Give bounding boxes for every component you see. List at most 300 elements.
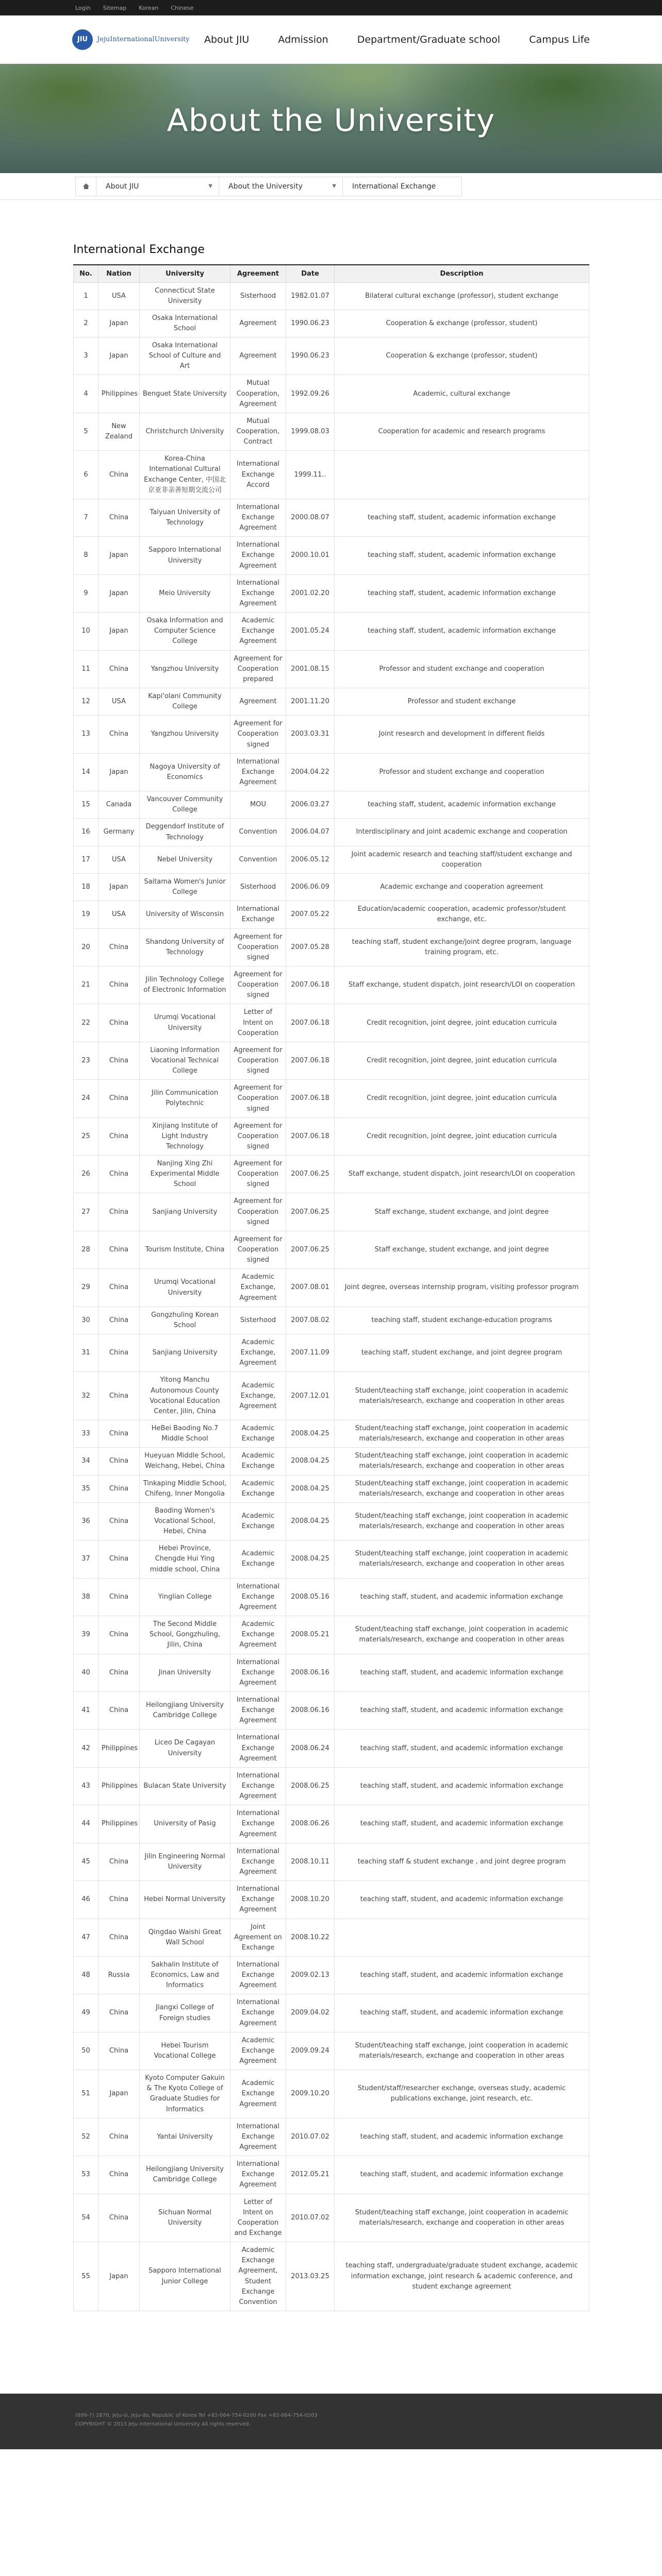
- korean-link[interactable]: Korean: [139, 4, 159, 11]
- cell-no: 40: [74, 1654, 98, 1691]
- cell-description: Student/teaching staff exchange, joint cooperation in academic materials/research, exchange and cooperation in other areas: [335, 1540, 589, 1578]
- cell-date: 2007.06.25: [286, 1231, 335, 1268]
- cell-agreement: Academic Exchange, Agreement: [230, 1372, 286, 1420]
- cell-description: Professor and student exchange and cooperation: [335, 650, 589, 688]
- cell-university: Taiyuan University of Technology: [140, 499, 230, 536]
- cell-no: 50: [74, 2032, 98, 2070]
- sitemap-link[interactable]: Sitemap: [103, 4, 127, 11]
- cell-description: teaching staff, student, academic information exchange: [335, 537, 589, 574]
- cell-nation: China: [98, 1502, 140, 1540]
- cell-no: 19: [74, 901, 98, 928]
- breadcrumb-level1-label: About JIU: [106, 182, 139, 191]
- table-row: [74, 1269, 589, 1307]
- table-row: [74, 1616, 589, 1654]
- cell-nation: China: [98, 1372, 140, 1420]
- cell-no: 29: [74, 1269, 98, 1307]
- cell-agreement: Letter of Intent on Cooperation and Exchange: [230, 2194, 286, 2242]
- table-row: [74, 537, 589, 574]
- cell-nation: Japan: [98, 2070, 140, 2119]
- cell-agreement: Academic Exchange Agreement: [230, 613, 286, 650]
- cell-date: 2007.06.25: [286, 1156, 335, 1193]
- cell-date: 2001.08.15: [286, 650, 335, 688]
- cell-no: 26: [74, 1156, 98, 1193]
- cell-description: teaching staff, student, and academic information exchange: [335, 1578, 589, 1616]
- cell-date: 2009.09.24: [286, 2032, 335, 2070]
- cell-university: The Second Middle School, Gongzhuling, Jilin, China: [140, 1616, 230, 1654]
- cell-nation: China: [98, 1475, 140, 1502]
- cell-no: 27: [74, 1193, 98, 1231]
- cell-no: 54: [74, 2194, 98, 2242]
- cell-no: 22: [74, 1004, 98, 1042]
- cell-description: Academic, cultural exchange: [335, 375, 589, 413]
- cell-university: Nagoya University of Economics: [140, 753, 230, 791]
- site-footer: [0, 2394, 662, 2449]
- cell-description: Cooperation for academic and research programs: [335, 413, 589, 450]
- table-row: [74, 1730, 589, 1767]
- table-row: [74, 928, 589, 966]
- cell-university: Bulacan State University: [140, 1767, 230, 1805]
- cell-university: Kyoto Computer Gakuin & The Kyoto College of Graduate Studies for Informatics: [140, 2070, 230, 2119]
- cell-description: Student/teaching staff exchange, joint cooperation in academic materials/research, exchange and cooperation in other areas: [335, 2032, 589, 2070]
- cell-university: Heilongjiang University Cambridge College: [140, 1691, 230, 1729]
- cell-agreement: Agreement for Cooperation signed: [230, 1080, 286, 1117]
- cell-university: Korea-China International Cultural Exchange Center, 中国北京亚非亲善短期交流公司: [140, 451, 230, 499]
- cell-agreement: International Exchange Agreement: [230, 1730, 286, 1767]
- cell-date: 2008.06.16: [286, 1691, 335, 1729]
- cell-nation: Japan: [98, 337, 140, 375]
- cell-date: 1999.11..: [286, 451, 335, 499]
- cell-no: 42: [74, 1730, 98, 1767]
- cell-university: Nebel University: [140, 846, 230, 873]
- header-university: University: [140, 265, 230, 282]
- cell-description: Staff exchange, student dispatch, joint research/LOI on cooperation: [335, 1156, 589, 1193]
- cell-nation: China: [98, 928, 140, 966]
- cell-agreement: Academic Exchange: [230, 1420, 286, 1448]
- cell-university: HeBei Baoding No.7 Middle School: [140, 1420, 230, 1448]
- cell-description: teaching staff, student, academic information exchange: [335, 791, 589, 819]
- cell-nation: Germany: [98, 819, 140, 846]
- table-row: [74, 1654, 589, 1691]
- cell-no: 41: [74, 1691, 98, 1729]
- cell-nation: China: [98, 1231, 140, 1268]
- cell-no: 33: [74, 1420, 98, 1448]
- footer-address: (699-7) 2870, Jeju-si, Jeju-do, Republic of Korea Tel +82-064-754-0200 Fax +82-064-754-0203: [75, 2413, 318, 2418]
- cell-date: 2000.10.01: [286, 537, 335, 574]
- breadcrumb-level2-label: About the University: [228, 182, 303, 191]
- cell-description: Joint research and development in different fields: [335, 716, 589, 753]
- table-row: [74, 1805, 589, 1843]
- cell-agreement: International Exchange Agreement: [230, 753, 286, 791]
- cell-date: 1990.06.23: [286, 310, 335, 337]
- cell-nation: China: [98, 1080, 140, 1117]
- cell-description: Staff exchange, student dispatch, joint research/LOI on cooperation: [335, 966, 589, 1004]
- cell-university: Yangzhou University: [140, 716, 230, 753]
- cell-nation: China: [98, 966, 140, 1004]
- cell-nation: China: [98, 1042, 140, 1079]
- site-header: [0, 15, 662, 64]
- cell-nation: Japan: [98, 574, 140, 612]
- cell-date: 2013.03.25: [286, 2242, 335, 2311]
- cell-nation: Philippines: [98, 375, 140, 413]
- cell-date: 2003.03.31: [286, 716, 335, 753]
- cell-date: 2001.05.24: [286, 613, 335, 650]
- table-row: [74, 310, 589, 337]
- nav-campus-life[interactable]: Campus Life: [529, 33, 590, 45]
- cell-description: teaching staff, student exchange-education programs: [335, 1307, 589, 1334]
- cell-description: Bilateral cultural exchange (professor), student exchange: [335, 282, 589, 310]
- cell-nation: China: [98, 2194, 140, 2242]
- cell-university: Osaka Information and Computer Science College: [140, 613, 230, 650]
- table-row: [74, 819, 589, 846]
- cell-date: 2008.10.22: [286, 1919, 335, 1956]
- cell-description: teaching staff, student exchange, and joint degree program: [335, 1334, 589, 1372]
- table-row: [74, 846, 589, 873]
- cell-description: Student/teaching staff exchange, joint cooperation in academic materials/research, exchange and cooperation in other areas: [335, 2194, 589, 2242]
- cell-description: Academic exchange and cooperation agreement: [335, 873, 589, 901]
- cell-agreement: International Exchange Agreement: [230, 499, 286, 536]
- header-nation: Nation: [98, 265, 140, 282]
- cell-university: Jiangxi College of Foreign studies: [140, 1994, 230, 2032]
- cell-date: 2007.06.18: [286, 1042, 335, 1079]
- cell-university: Hebei Tourism Vocational College: [140, 2032, 230, 2070]
- cell-date: 2007.08.01: [286, 1269, 335, 1307]
- table-row: [74, 688, 589, 716]
- cell-no: 37: [74, 1540, 98, 1578]
- table-header-row: [74, 265, 589, 282]
- cell-no: 39: [74, 1616, 98, 1654]
- cell-nation: Japan: [98, 310, 140, 337]
- cell-date: 2001.02.20: [286, 574, 335, 612]
- cell-no: 31: [74, 1334, 98, 1372]
- table-row: [74, 1956, 589, 1994]
- cell-nation: China: [98, 2156, 140, 2194]
- cell-no: 15: [74, 791, 98, 819]
- cell-no: 53: [74, 2156, 98, 2194]
- cell-university: University of Pasig: [140, 1805, 230, 1843]
- cell-university: Heilongjiang University Cambridge College: [140, 2156, 230, 2194]
- cell-nation: China: [98, 1540, 140, 1578]
- cell-nation: China: [98, 1881, 140, 1919]
- cell-description: Cooperation & exchange (professor, student): [335, 310, 589, 337]
- table-row: [74, 1881, 589, 1919]
- cell-university: Deggendorf Institute of Technology: [140, 819, 230, 846]
- nav-department[interactable]: Department/Graduate school: [357, 33, 501, 45]
- cell-agreement: Academic Exchange, Agreement: [230, 1334, 286, 1372]
- cell-university: Hebei Normal University: [140, 1881, 230, 1919]
- cell-no: 20: [74, 928, 98, 966]
- table-row: [74, 451, 589, 499]
- table-row: [74, 1156, 589, 1193]
- table-row: [74, 1307, 589, 1334]
- table-row: [74, 1042, 589, 1079]
- cell-university: Sanjiang University: [140, 1334, 230, 1372]
- cell-nation: USA: [98, 901, 140, 928]
- cell-description: Student/teaching staff exchange, joint cooperation in academic materials/research, exchange and cooperation in other areas: [335, 1372, 589, 1420]
- cell-nation: Russia: [98, 1956, 140, 1994]
- cell-agreement: International Exchange Agreement: [230, 1691, 286, 1729]
- table-row: [74, 1420, 589, 1448]
- cell-nation: China: [98, 1307, 140, 1334]
- cell-no: 6: [74, 451, 98, 499]
- cell-description: [335, 451, 589, 499]
- cell-agreement: International Exchange Agreement: [230, 574, 286, 612]
- cell-nation: Japan: [98, 537, 140, 574]
- cell-no: 55: [74, 2242, 98, 2311]
- table-row: [74, 2070, 589, 2119]
- cell-description: Professor and student exchange and cooperation: [335, 753, 589, 791]
- cell-nation: China: [98, 1334, 140, 1372]
- home-button[interactable]: [76, 177, 96, 196]
- table-row: [74, 1004, 589, 1042]
- breadcrumb-level2[interactable]: [219, 177, 343, 196]
- cell-date: 2004.04.22: [286, 753, 335, 791]
- table-row: [74, 282, 589, 310]
- cell-agreement: Agreement: [230, 310, 286, 337]
- cell-university: Urumqi Vocational University: [140, 1269, 230, 1307]
- chevron-down-icon: ▼: [208, 183, 212, 189]
- cell-nation: USA: [98, 846, 140, 873]
- cell-agreement: International Exchange Accord: [230, 451, 286, 499]
- cell-university: Qingdao Waishi Great Wall School: [140, 1919, 230, 1956]
- cell-description: teaching staff, student, and academic information exchange: [335, 1730, 589, 1767]
- cell-nation: China: [98, 1843, 140, 1880]
- cell-description: Student/teaching staff exchange, joint cooperation in academic materials/research, exchange and cooperation in other areas: [335, 1502, 589, 1540]
- cell-university: Liceo De Cagayan University: [140, 1730, 230, 1767]
- table-row: [74, 2194, 589, 2242]
- cell-date: 1990.06.23: [286, 337, 335, 375]
- table-row: [74, 2118, 589, 2156]
- cell-date: 2008.04.25: [286, 1502, 335, 1540]
- cell-date: 2008.06.24: [286, 1730, 335, 1767]
- cell-date: 2010.07.02: [286, 2194, 335, 2242]
- cell-agreement: Academic Exchange: [230, 1475, 286, 1502]
- main-content: [73, 200, 589, 2394]
- cell-description: teaching staff, student, and academic information exchange: [335, 2118, 589, 2156]
- page-title: International Exchange: [73, 243, 205, 256]
- cell-agreement: Academic Exchange: [230, 1502, 286, 1540]
- cell-agreement: International Exchange Agreement: [230, 1805, 286, 1843]
- table-row: [74, 1080, 589, 1117]
- cell-nation: Canada: [98, 791, 140, 819]
- cell-no: 5: [74, 413, 98, 450]
- cell-university: Tinkaping Middle School, Chifeng, Inner Mongolia: [140, 1475, 230, 1502]
- cell-university: Sanjiang University: [140, 1193, 230, 1231]
- cell-university: Yinglian College: [140, 1578, 230, 1616]
- table-row: [74, 1843, 589, 1880]
- cell-date: 2007.12.01: [286, 1372, 335, 1420]
- cell-agreement: Joint Agreement on Exchange: [230, 1919, 286, 1956]
- cell-date: 2007.06.18: [286, 1117, 335, 1155]
- header-date: Date: [286, 265, 335, 282]
- main-nav: [204, 34, 590, 45]
- logo-wordmark: JejuInternationalUniversity: [97, 36, 190, 43]
- nav-about-jiu[interactable]: About JIU: [204, 33, 250, 45]
- cell-no: 1: [74, 282, 98, 310]
- cell-nation: Philippines: [98, 1767, 140, 1805]
- table-row: [74, 413, 589, 450]
- cell-description: teaching staff, student, and academic information exchange: [335, 1654, 589, 1691]
- table-row: [74, 791, 589, 819]
- cell-university: Connecticut State University: [140, 282, 230, 310]
- cell-no: 34: [74, 1448, 98, 1475]
- chevron-down-icon: ▼: [332, 183, 336, 189]
- cell-university: Sapporo International University: [140, 537, 230, 574]
- cell-no: 28: [74, 1231, 98, 1268]
- cell-nation: China: [98, 1691, 140, 1729]
- table-row: [74, 716, 589, 753]
- cell-agreement: MOU: [230, 791, 286, 819]
- cell-university: Meio University: [140, 574, 230, 612]
- cell-no: 12: [74, 688, 98, 716]
- cell-university: Liaoning Information Vocational Technical College: [140, 1042, 230, 1079]
- table-row: [74, 375, 589, 413]
- cell-no: 46: [74, 1881, 98, 1919]
- table-row: [74, 650, 589, 688]
- cell-nation: China: [98, 1578, 140, 1616]
- cell-agreement: Convention: [230, 819, 286, 846]
- cell-agreement: Mutual Cooperation, Contract: [230, 413, 286, 450]
- cell-description: teaching staff, student, academic information exchange: [335, 613, 589, 650]
- cell-date: 2009.04.02: [286, 1994, 335, 2032]
- cell-agreement: Agreement for Cooperation signed: [230, 1231, 286, 1268]
- cell-nation: China: [98, 1616, 140, 1654]
- cell-description: Student/teaching staff exchange, joint cooperation in academic materials/research, exchange and cooperation in other areas: [335, 1616, 589, 1654]
- cell-agreement: International Exchange: [230, 901, 286, 928]
- cell-no: 11: [74, 650, 98, 688]
- cell-nation: China: [98, 451, 140, 499]
- cell-nation: China: [98, 1004, 140, 1042]
- cell-university: Benguet State University: [140, 375, 230, 413]
- cell-description: Interdisciplinary and joint academic exchange and cooperation: [335, 819, 589, 846]
- cell-no: 4: [74, 375, 98, 413]
- login-link[interactable]: Login: [75, 4, 91, 11]
- cell-description: Professor and student exchange: [335, 688, 589, 716]
- cell-description: Student/staff/researcher exchange, overseas study, academic publications exchange, joint research, etc.: [335, 2070, 589, 2119]
- cell-no: 24: [74, 1080, 98, 1117]
- cell-agreement: Academic Exchange Agreement: [230, 2070, 286, 2119]
- table-row: [74, 966, 589, 1004]
- cell-university: Tourism Institute, China: [140, 1231, 230, 1268]
- cell-description: Staff exchange, student exchange, and joint degree: [335, 1193, 589, 1231]
- cell-date: 2008.10.20: [286, 1881, 335, 1919]
- cell-date: 2009.10.20: [286, 2070, 335, 2119]
- cell-description: teaching staff, student, and academic information exchange: [335, 1691, 589, 1729]
- cell-date: 2007.06.18: [286, 1004, 335, 1042]
- cell-nation: USA: [98, 688, 140, 716]
- cell-date: 2008.04.25: [286, 1448, 335, 1475]
- cell-agreement: Convention: [230, 846, 286, 873]
- cell-date: 1999.08.03: [286, 413, 335, 450]
- cell-nation: Japan: [98, 2242, 140, 2311]
- cell-agreement: Agreement for Cooperation prepared: [230, 650, 286, 688]
- cell-nation: New Zealand: [98, 413, 140, 450]
- cell-university: Jinan University: [140, 1654, 230, 1691]
- cell-agreement: Agreement: [230, 337, 286, 375]
- cell-university: University of Wisconsin: [140, 901, 230, 928]
- cell-nation: China: [98, 1117, 140, 1155]
- cell-agreement: Agreement for Cooperation signed: [230, 966, 286, 1004]
- cell-no: 13: [74, 716, 98, 753]
- table-row: [74, 1475, 589, 1502]
- cell-university: Hebei Province, Chengde Hui Ying middle school, China: [140, 1540, 230, 1578]
- cell-university: Urumqi Vocational University: [140, 1004, 230, 1042]
- cell-no: 44: [74, 1805, 98, 1843]
- chinese-link[interactable]: Chinese: [171, 4, 194, 11]
- table-row: [74, 574, 589, 612]
- cell-agreement: Letter of Intent on Cooperation: [230, 1004, 286, 1042]
- location-bar: [0, 173, 662, 200]
- cell-no: 8: [74, 537, 98, 574]
- cell-nation: China: [98, 2032, 140, 2070]
- cell-date: 2000.08.07: [286, 499, 335, 536]
- cell-no: 45: [74, 1843, 98, 1880]
- cell-agreement: Academic Exchange Agreement: [230, 2032, 286, 2070]
- nav-admission[interactable]: Admission: [278, 33, 328, 45]
- breadcrumb: [75, 177, 462, 196]
- table-row: [74, 1448, 589, 1475]
- cell-nation: Philippines: [98, 1730, 140, 1767]
- cell-description: teaching staff, student, and academic information exchange: [335, 1881, 589, 1919]
- cell-agreement: International Exchange Agreement: [230, 2156, 286, 2194]
- cell-nation: China: [98, 1420, 140, 1448]
- cell-no: 21: [74, 966, 98, 1004]
- cell-nation: China: [98, 1448, 140, 1475]
- hero-banner: [0, 64, 662, 173]
- cell-date: 2006.05.12: [286, 846, 335, 873]
- cell-no: 7: [74, 499, 98, 536]
- table-row: [74, 2242, 589, 2311]
- cell-university: Sichuan Normal University: [140, 2194, 230, 2242]
- table-row: [74, 2156, 589, 2194]
- cell-date: 2007.06.25: [286, 1193, 335, 1231]
- cell-description: teaching staff, student, academic information exchange: [335, 499, 589, 536]
- cell-agreement: Sisterhood: [230, 1307, 286, 1334]
- cell-university: Gongzhuling Korean School: [140, 1307, 230, 1334]
- cell-agreement: International Exchange Agreement: [230, 1654, 286, 1691]
- cell-agreement: Agreement for Cooperation signed: [230, 928, 286, 966]
- header-agreement: Agreement: [230, 265, 286, 282]
- cell-date: 2008.06.16: [286, 1654, 335, 1691]
- cell-no: 23: [74, 1042, 98, 1079]
- cell-description: teaching staff, student, and academic information exchange: [335, 2156, 589, 2194]
- cell-university: Sakhalin Institute of Economics, Law and Informatics: [140, 1956, 230, 1994]
- cell-university: Xinjiang Institute of Light Industry Technology: [140, 1117, 230, 1155]
- cell-no: 30: [74, 1307, 98, 1334]
- cell-description: teaching staff, undergraduate/graduate student exchange, academic information exchange, joint research & academic conference, and student exchange agreement: [335, 2242, 589, 2311]
- breadcrumb-level1[interactable]: [96, 177, 219, 196]
- cell-description: Student/teaching staff exchange, joint cooperation in academic materials/research, exchange and cooperation in other areas: [335, 1420, 589, 1448]
- cell-university: Jilin Communication Polytechnic: [140, 1080, 230, 1117]
- table-row: [74, 1231, 589, 1268]
- table-row: [74, 1767, 589, 1805]
- cell-date: 2008.06.25: [286, 1767, 335, 1805]
- cell-description: Credit recognition, joint degree, joint education curricula: [335, 1004, 589, 1042]
- cell-agreement: International Exchange Agreement: [230, 1956, 286, 1994]
- breadcrumb-level3[interactable]: [343, 177, 461, 196]
- table-row: [74, 901, 589, 928]
- table-body: [74, 282, 589, 2311]
- cell-university: Kapi'olani Community College: [140, 688, 230, 716]
- cell-date: 2006.06.09: [286, 873, 335, 901]
- cell-nation: China: [98, 1156, 140, 1193]
- site-logo[interactable]: [72, 29, 204, 50]
- table-row: [74, 1117, 589, 1155]
- cell-no: 9: [74, 574, 98, 612]
- cell-agreement: Sisterhood: [230, 873, 286, 901]
- table-row: [74, 499, 589, 536]
- cell-nation: China: [98, 1193, 140, 1231]
- cell-no: 16: [74, 819, 98, 846]
